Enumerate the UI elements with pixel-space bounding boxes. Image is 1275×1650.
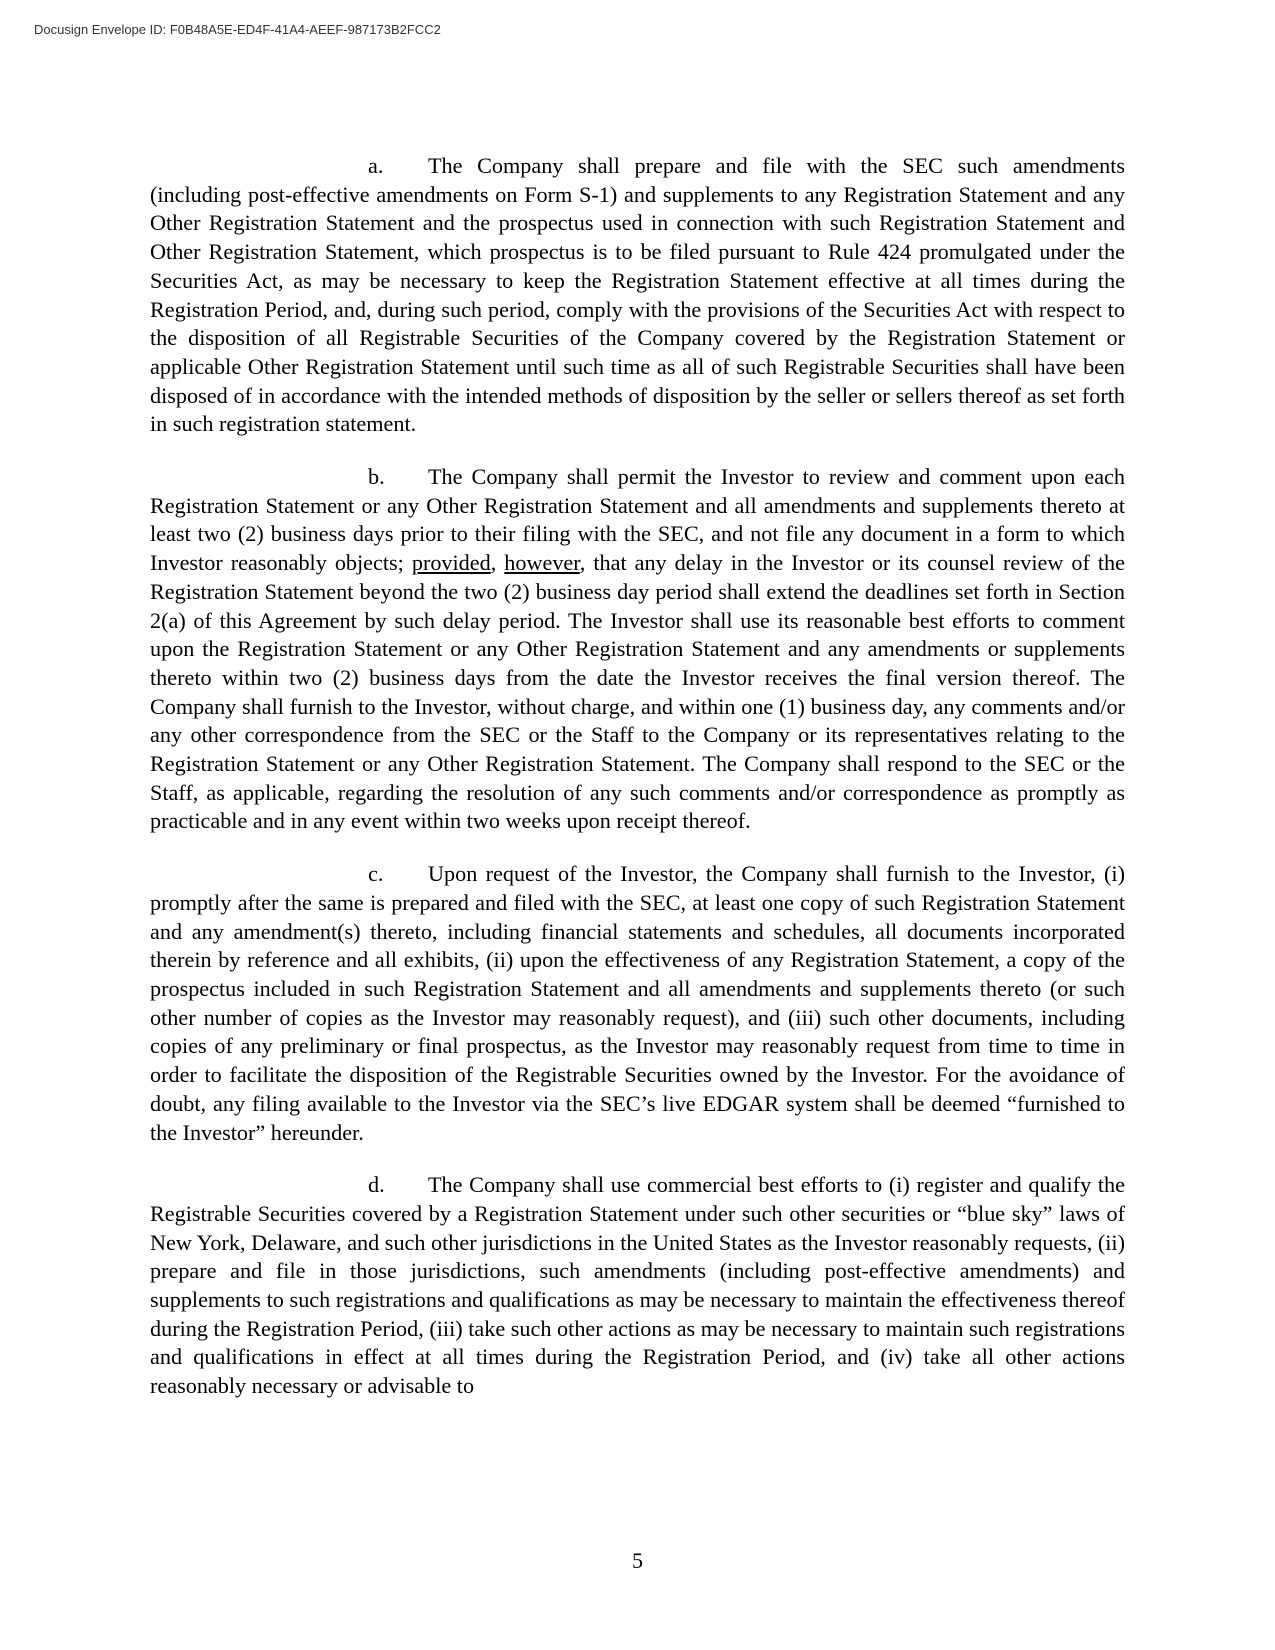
underlined-term-provided: provided <box>411 550 491 576</box>
separator: , <box>490 550 505 576</box>
paragraph-c <box>150 860 1125 1147</box>
paragraph-d <box>150 1171 1125 1401</box>
paragraph-text: The Company shall prepare and file with the SEC such amendments (including post-effective amendments on Form S-1) and supplements to any Registration Statement and any Other Registration Statement and the prospectus used in connection with such Registration Statement and Other Registration Statement, which prospectus is to be filed pursuant to Rule 424 promulgated under the Securities Act, as may be necessary to keep the Registration Statement effective at all times during the Registration Period, and, during such period, comply with the provisions of the Securities Act with respect to the disposition of all Registrable Securities of the Company covered by the Registration Statement or applicable Other Registration Statement until such time as all of such Registrable Securities shall have been disposed of in accordance with the intended methods of disposition by the seller or sellers thereof as set forth in such registration statement. <box>150 153 1125 437</box>
paragraph-text: The Company shall use commercial best efforts to (i) register and qualify the Registrable Securities covered by a Registration Statement under such other securities or “blue sky” laws of New York, Delaware, and such other jurisdictions in the United States as the Investor reasonably requests, (ii) prepare and file in those jurisdictions, such amendments (including post-effective amendments) and supplements to such registrations and qualifications as may be necessary to maintain the effectiveness thereof during the Registration Period, (iii) take such other actions as may be necessary to maintain such registrations and qualifications in effect at all times during the Registration Period, and (iv) take all other actions reasonably necessary or advisable to <box>150 1172 1125 1399</box>
paragraph-label: c. <box>368 861 384 887</box>
page-number: 5 <box>632 1548 643 1573</box>
paragraph-b <box>150 463 1125 836</box>
paragraph-label: d. <box>368 1172 385 1198</box>
paragraph-label: a. <box>368 153 384 178</box>
document-body <box>150 152 1125 1425</box>
paragraph-text: , that any delay in the Investor or its counsel review of the Registration Statement beyond the two (2) business day period shall extend the deadlines set forth in Section 2(a) of this Agreement by such delay period. The Investor shall use its reasonable best efforts to comment upon the Registration Statement or any Other Registration Statement and any amendments or supplements thereto within two (2) business days from the date the Investor receives the final version thereof. The Company shall furnish to the Investor, without charge, and within one (1) business day, any comments and/or any other correspondence from the SEC or the Staff to the Company or its representatives relating to the Registration Statement or any Other Registration Statement. The Company shall respond to the SEC or the Staff, as applicable, regarding the resolution of any such comments and/or correspondence as promptly as practicable and in any event within two weeks upon receipt thereof. <box>150 550 1125 834</box>
paragraph-a <box>150 152 1125 439</box>
underlined-term-however: however <box>504 550 580 576</box>
docusign-envelope-id: Docusign Envelope ID: F0B48A5E-ED4F-41A4-AEEF-987173B2FCC2 <box>34 22 441 37</box>
paragraph-label: b. <box>368 464 385 490</box>
paragraph-text: The Company shall permit the Investor to review and comment upon each Registration Statement or any Other Registration Statement and all amendments and supplements thereto at least two (2) business days prior to their filing with the SEC, and not file any document in a form to which Investor reasonably objects; <box>150 464 1125 576</box>
paragraph-text: Upon request of the Investor, the Company shall furnish to the Investor, (i) promptly after the same is prepared and filed with the SEC, at least one copy of such Registration Statement and any amendment(s) thereto, including financial statements and schedules, all documents incorporated therein by reference and all exhibits, (ii) upon the effectiveness of any Registration Statement, a copy of the prospectus included in such Registration Statement and all amendments and supplements thereto (or such other number of copies as the Investor may reasonably request), and (iii) such other documents, including copies of any preliminary or final prospectus, as the Investor may reasonably request from time to time in order to facilitate the disposition of the Registrable Securities owned by the Investor. For the avoidance of doubt, any filing available to the Investor via the SEC’s live EDGAR system shall be deemed “furnished to the Investor” hereunder. <box>150 861 1125 1145</box>
